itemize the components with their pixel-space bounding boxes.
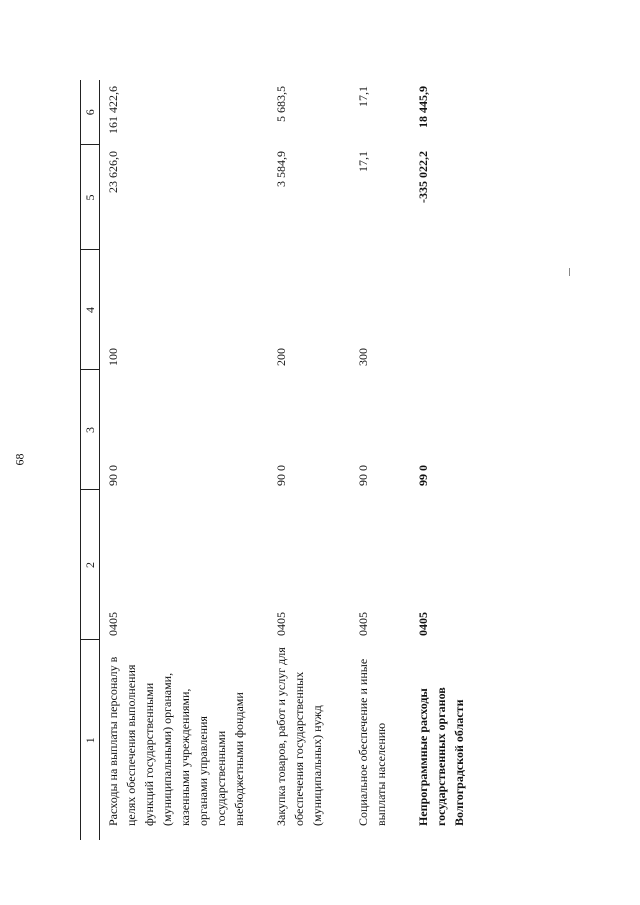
row-amount-1: 23 626,0	[106, 151, 120, 193]
row-amount-1: 3 584,9	[273, 151, 288, 187]
row-expense-type: 300	[355, 348, 370, 366]
row-section: 0405	[273, 612, 288, 636]
header-col-1: 1	[81, 640, 100, 840]
row-name: Расходы на выплаты персоналу в целях обеспечения выполнения функций государственными (муниципальными) органами, казенными учреждениями, органами управления государственными внебюджетными фондами	[106, 656, 246, 826]
row-section: 0405	[415, 612, 430, 636]
row-amount-2: 5 683,5	[273, 86, 288, 122]
header-col-6: 6	[81, 80, 100, 145]
row-expense-type: 200	[273, 348, 288, 366]
row-program: 90 0	[106, 465, 120, 486]
scan-mark	[569, 268, 570, 276]
row-amount-2: 18 445,9	[415, 86, 430, 128]
row-amount-1: -335 022,2	[415, 151, 430, 203]
header-col-4: 4	[81, 250, 100, 370]
row-program: 90 0	[273, 465, 288, 486]
row-amount-2: 161 422,6	[106, 86, 120, 134]
header-col-2: 2	[81, 490, 100, 640]
page-number: 68	[12, 453, 27, 466]
header-col-3: 3	[81, 370, 100, 490]
row-expense-type	[412, 250, 492, 370]
row-section: 0405	[355, 612, 370, 636]
row-name: Непрограммные расходы государственных органов Волгоградской области	[415, 687, 466, 826]
row-name: Социальное обеспечение и иные выплаты населению	[355, 658, 388, 826]
table-row	[270, 80, 352, 840]
header-col-5: 5	[81, 145, 100, 250]
table-row	[100, 80, 270, 840]
table-row	[352, 80, 412, 840]
row-amount-2: 17,1	[355, 86, 370, 107]
row-name: Закупка товаров, работ и услуг для обеспечения государственных (муниципальных) нужд	[273, 647, 324, 826]
rotated-table-container	[80, 80, 600, 840]
table-header-row	[81, 80, 100, 840]
table-row	[412, 80, 492, 840]
budget-table	[80, 80, 492, 840]
row-program: 99 0	[415, 465, 430, 486]
row-program: 90 0	[355, 465, 370, 486]
row-amount-1: 17,1	[355, 151, 370, 172]
row-section: 0405	[106, 612, 120, 636]
row-expense-type: 100	[106, 348, 120, 366]
